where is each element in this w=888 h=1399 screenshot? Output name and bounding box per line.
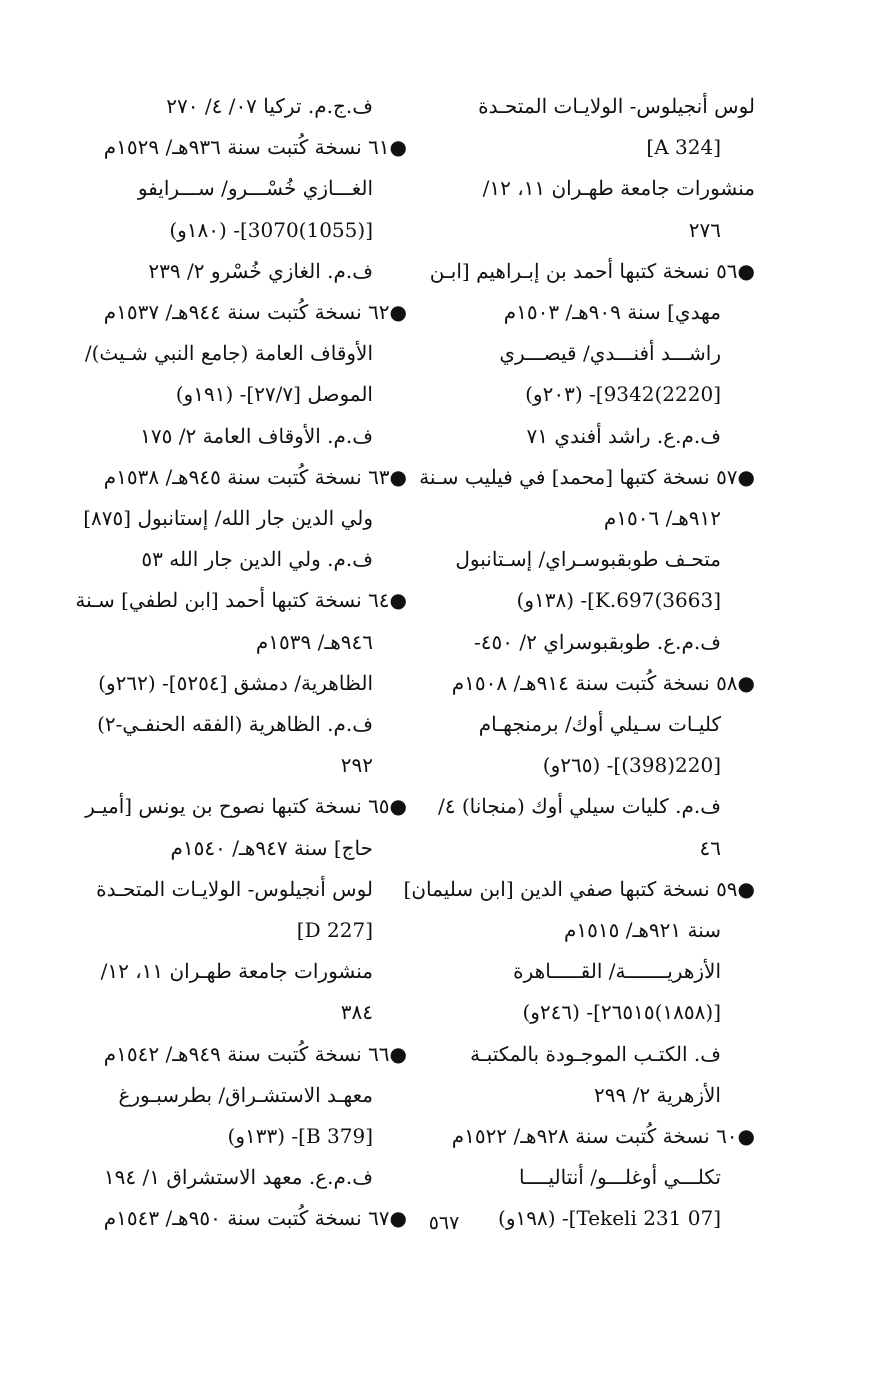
right-column-line: ٩١٢هـ/ ١٥٠٦م bbox=[603, 506, 721, 531]
left-column-line: ٢٩٢ bbox=[340, 753, 373, 778]
left-column-line: ولي الدين جار الله/ إستانبول [٨٧٥] bbox=[83, 506, 373, 531]
left-column-line: ف.م. الأوقاف العامة ٢/ ١٧٥ bbox=[140, 423, 373, 448]
left-column-line: معهـد الاستشـراق/ بطرسبـورغ bbox=[118, 1082, 373, 1107]
right-column-line: [2220)9342]- (٢٠٣و) bbox=[525, 382, 721, 407]
right-column-line: ●٥٧ نسخة كتبها [محمد] في فيليب سـنة bbox=[419, 464, 755, 489]
right-column-line: كليـات سـيلي أوك/ برمنجهـام bbox=[478, 712, 721, 737]
right-column-line: ●٥٨ نسخة كُتبت سنة ٩١٤هـ/ ١٥٠٨م bbox=[451, 670, 755, 695]
right-column-line: مهدي] سنة ٩٠٩هـ/ ١٥٠٣م bbox=[503, 300, 721, 325]
right-column-line: ●٦٠ نسخة كُتبت سنة ٩٢٨هـ/ ١٥٢٢م bbox=[451, 1124, 755, 1149]
left-column-line: ف.م.ع. معهد الاستشراق ١/ ١٩٤ bbox=[103, 1165, 373, 1190]
left-column-line: ٣٨٤ bbox=[340, 1000, 373, 1025]
left-column-line: الظاهرية/ دمشق [٥٢٥٤]- (٢٦٢و) bbox=[98, 670, 373, 695]
left-column-line: ف.ج.م. تركيا ٠٧/ ٤/ ٢٧٠ bbox=[166, 94, 373, 118]
right-column-line: راشـــد أفنـــدي/ قيصـــري bbox=[499, 341, 721, 366]
right-column-line: [07 Tekeli 231]- (١٩٨و) bbox=[498, 1206, 721, 1231]
page-number: ٥٦٧ bbox=[428, 1212, 460, 1234]
left-column-line: ●٦٧ نسخة كُتبت سنة ٩٥٠هـ/ ١٥٤٣م bbox=[103, 1206, 407, 1231]
right-column-line: سنة ٩٢١هـ/ ١٥١٥م bbox=[564, 918, 721, 943]
left-column-line: [B 379]- (١٣٣و) bbox=[227, 1124, 373, 1149]
left-column-line: ●٦٤ نسخة كتبها أحمد [ابن لطفي] سـنة bbox=[75, 588, 407, 613]
right-column-line: تكلـــي أوغلـــو/ أنتاليــــا bbox=[518, 1165, 721, 1190]
right-column-line: [3663)K.697]- (١٣٨و) bbox=[516, 588, 721, 613]
right-column-line: ●٥٩ نسخة كتبها صفي الدين [ابن سليمان] bbox=[403, 876, 755, 901]
left-column-line: الغـــازي خُسْـــرو/ ســـرايفو bbox=[137, 176, 373, 201]
left-column-line: ●٦٥ نسخة كتبها نصوح بن يونس [أميـر bbox=[85, 794, 407, 819]
right-column-line: لوس أنجيلوس- الولايـات المتحـدة bbox=[478, 94, 755, 118]
left-column-line: حاج] سنة ٩٤٧هـ/ ١٥٤٠م bbox=[170, 835, 373, 860]
right-column-line: [A 324] bbox=[646, 135, 721, 160]
left-column bbox=[52, 86, 407, 1240]
right-column-line: ●٥٦ نسخة كتبها أحمد بن إبـراهيم [ابـن bbox=[429, 258, 755, 283]
right-column-line: [(١٨٥٨)٢٦٥١٥]- (٢٤٦و) bbox=[522, 1000, 721, 1025]
left-column-line: ●٦٣ نسخة كُتبت سنة ٩٤٥هـ/ ١٥٣٨م bbox=[103, 464, 407, 489]
left-column-line: لوس أنجيلوس- الولايـات المتحـدة bbox=[96, 876, 373, 901]
left-column-line: منشورات جامعة طهـران ١١، ١٢/ bbox=[100, 959, 373, 984]
right-column-line: متحـف طوبقبوسـراي/ إسـتانبول bbox=[455, 547, 721, 572]
left-column-line: ف.م. الغازي خُسْرو ٢/ ٢٣٩ bbox=[148, 258, 373, 283]
left-column-line: ف.م. ولي الدين جار الله ٥٣ bbox=[141, 547, 373, 572]
right-column-line: [220(398)]- (٢٦٥و) bbox=[542, 753, 721, 778]
right-column-line: الأزهريـــــــة/ القـــــاهرة bbox=[513, 959, 721, 984]
right-column-line: ٢٧٦ bbox=[688, 217, 721, 242]
left-column-line: [D 227] bbox=[296, 918, 373, 943]
left-column-line: ●٦٢ نسخة كُتبت سنة ٩٤٤هـ/ ١٥٣٧م bbox=[103, 300, 407, 325]
left-column-line: [(1055)3070]- (١٨٠و) bbox=[169, 217, 373, 242]
left-column-line: الموصل [٢٧/٧]- (١٩١و) bbox=[175, 382, 373, 407]
right-column-line: ف. الكتـب الموجـودة بالمكتبـة bbox=[470, 1041, 721, 1066]
right-column-line: ف.م.ع. طوبقبوسراي ٢/ ٤٥٠- bbox=[474, 629, 721, 654]
left-column-line: الأوقاف العامة (جامع النبي شـيث)/ bbox=[84, 341, 373, 366]
right-column-line: الأزهرية ٢/ ٢٩٩ bbox=[594, 1082, 721, 1107]
left-column-line: ●٦٦ نسخة كُتبت سنة ٩٤٩هـ/ ١٥٤٢م bbox=[103, 1041, 407, 1066]
right-column-line: منشورات جامعة طهـران ١١، ١٢/ bbox=[482, 176, 755, 201]
left-column-line: ٩٤٦هـ/ ١٥٣٩م bbox=[255, 629, 373, 654]
right-column bbox=[400, 86, 755, 1240]
left-column-line: ●٦١ نسخة كُتبت سنة ٩٣٦هـ/ ١٥٢٩م bbox=[103, 135, 407, 160]
right-column-line: ٤٦ bbox=[699, 835, 721, 860]
right-column-line: ف.م.ع. راشد أفندي ٧١ bbox=[526, 423, 721, 448]
left-column-line: ف.م. الظاهرية (الفقه الحنفـي-٢) bbox=[97, 712, 373, 737]
right-column-line: ف.م. كليات سيلي أوك (منجانا) ٤/ bbox=[437, 794, 721, 819]
